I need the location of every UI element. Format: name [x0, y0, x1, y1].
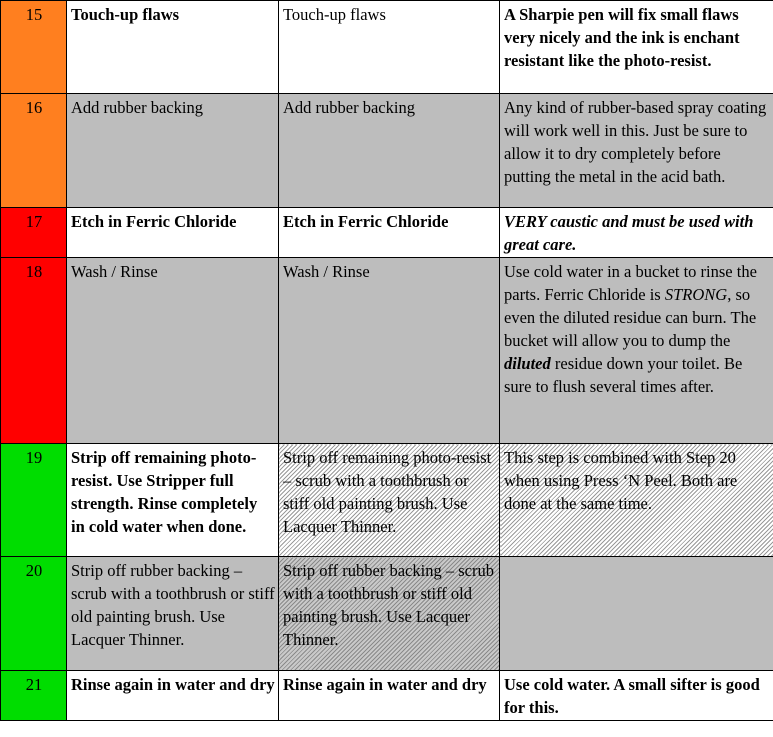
- note-text: residue down your toilet. Be sure to flush several times after.: [504, 354, 743, 396]
- step-note: [500, 557, 773, 671]
- step-cell-col1: Strip off rubber backing – scrub with a toothbrush or stiff old painting brush. Use Lacquer Thinner.: [67, 557, 279, 671]
- note-text: Use cold water in a bucket to rinse the parts. Ferric Chloride is: [504, 262, 757, 304]
- step-cell-col1: Rinse again in water and dry: [67, 671, 279, 721]
- step-cell-col1: Strip off remaining photo-resist. Use Stripper full strength. Rinse completely in cold water when done.: [67, 444, 279, 557]
- table-row: [1, 444, 773, 557]
- step-cell-col2: Etch in Ferric Chloride: [279, 208, 500, 258]
- table-row: [1, 1, 773, 94]
- step-note: Any kind of rubber-based spray coating will work well in this. Just be sure to allow it to dry completely before putting the metal in the acid bath.: [500, 94, 773, 208]
- step-number: 21: [1, 671, 67, 721]
- step-cell-col1: Etch in Ferric Chloride: [67, 208, 279, 258]
- note-emphasis: diluted: [504, 354, 551, 373]
- step-cell-col2: Add rubber backing: [279, 94, 500, 208]
- step-note: This step is combined with Step 20 when using Press ‘N Peel. Both are done at the same time.: [500, 444, 773, 557]
- step-number: 20: [1, 557, 67, 671]
- step-number: 15: [1, 1, 67, 94]
- step-cell-col2: Strip off remaining photo-resist – scrub with a toothbrush or stiff old painting brush. Use Lacquer Thinner.: [279, 444, 500, 557]
- table-row: [1, 671, 773, 721]
- note-emphasis: STRONG: [664, 285, 728, 304]
- step-cell-col1: Add rubber backing: [67, 94, 279, 208]
- step-cell-col2: Touch-up flaws: [279, 1, 500, 94]
- table-row: [1, 258, 773, 444]
- note-text: , so even the diluted residue can burn. The bucket will allow you to dump the: [504, 285, 757, 350]
- table-row: [1, 557, 773, 671]
- step-cell-col1: Touch-up flaws: [67, 1, 279, 94]
- step-note: A Sharpie pen will fix small flaws very nicely and the ink is enchant resistant like the photo-resist.: [500, 1, 773, 94]
- step-number: 16: [1, 94, 67, 208]
- step-number: 17: [1, 208, 67, 258]
- step-cell-col2: Strip off rubber backing – scrub with a toothbrush or stiff old painting brush. Use Lacquer Thinner.: [279, 557, 500, 671]
- step-cell-col2: Rinse again in water and dry: [279, 671, 500, 721]
- step-number: 18: [1, 258, 67, 444]
- step-cell-col2: Wash / Rinse: [279, 258, 500, 444]
- table-row: [1, 208, 773, 258]
- step-note: [500, 258, 773, 444]
- step-cell-col1: Wash / Rinse: [67, 258, 279, 444]
- step-note: VERY caustic and must be used with great care.: [500, 208, 773, 258]
- step-note: Use cold water. A small sifter is good for this.: [500, 671, 773, 721]
- step-number: 19: [1, 444, 67, 557]
- table-row: [1, 94, 773, 208]
